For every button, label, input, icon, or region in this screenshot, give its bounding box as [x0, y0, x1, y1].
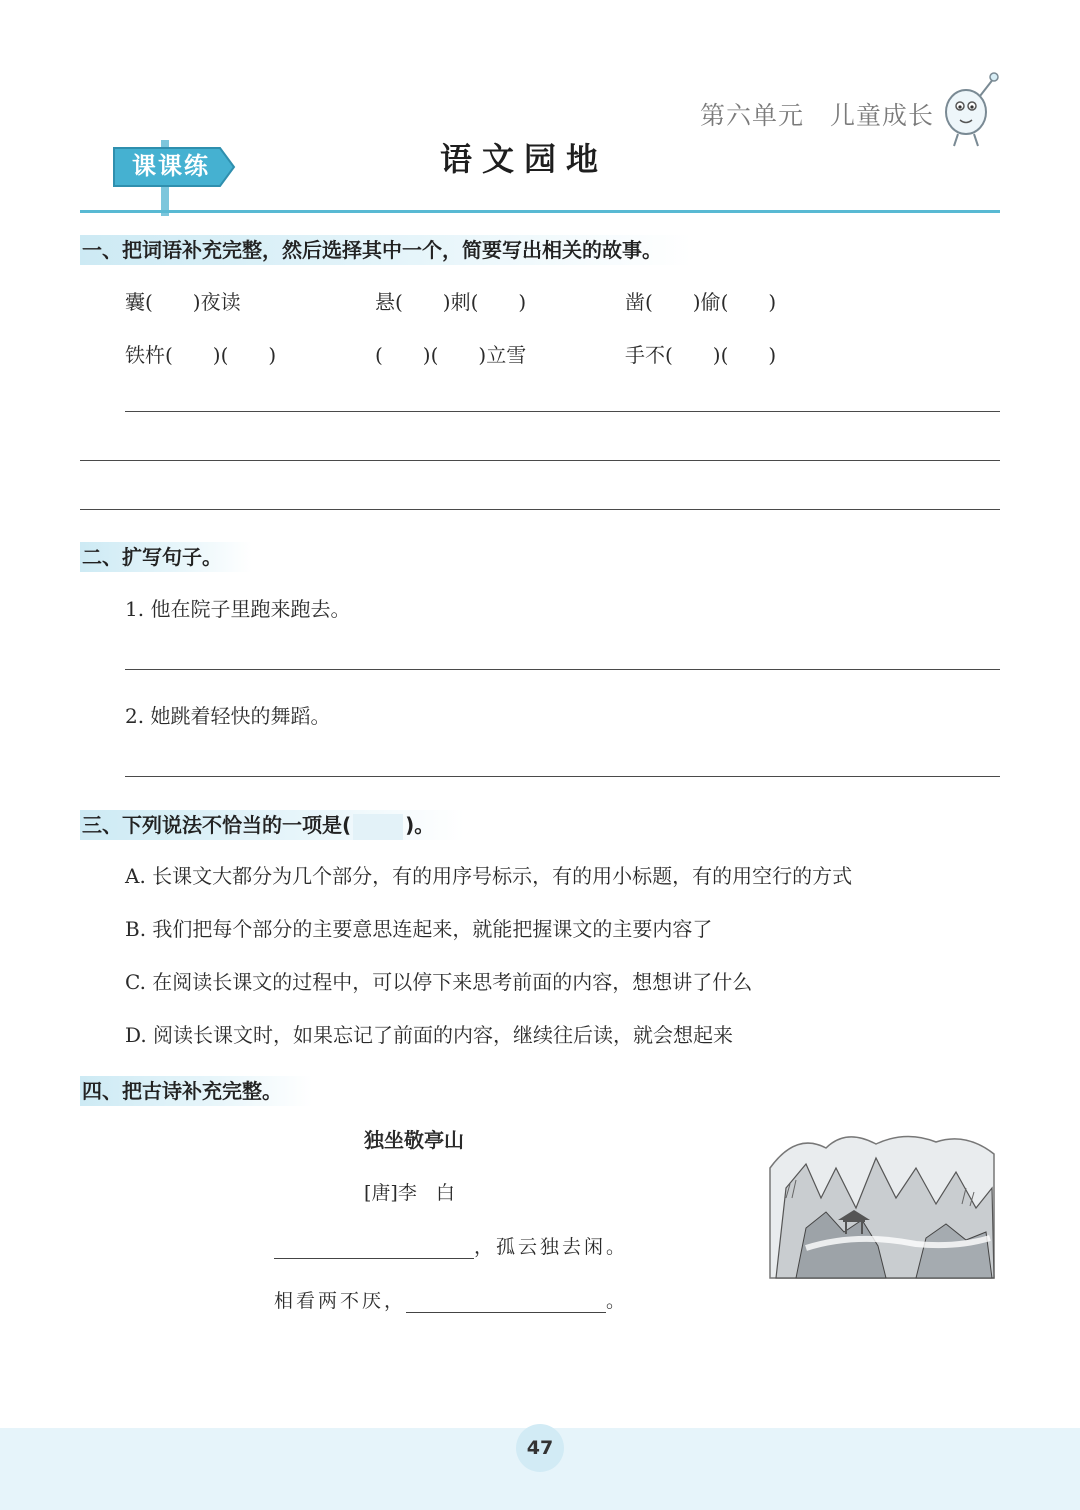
page-number: 47 — [526, 1437, 554, 1459]
option-d: D. 阅读长课文时，如果忘记了前面的内容，继续往后读，就会想起来 — [125, 1023, 734, 1047]
mascot-icon — [936, 70, 1000, 148]
expand-sentence-2: 2. 她跳着轻快的舞蹈。 — [125, 704, 331, 728]
section1-title: 一、把词语补充完整，然后选择其中一个，简要写出相关的故事。 — [80, 235, 692, 265]
option-a: A. 长课文大都分为几个部分，有的用序号标示，有的用小标题，有的用空行的方式 — [125, 864, 853, 888]
header-rule — [80, 210, 1000, 213]
idiom-blank-1[interactable]: 囊( )夜读 — [125, 290, 241, 314]
expand-answer-line-1[interactable] — [125, 669, 1000, 670]
unit-title: 儿童成长 — [830, 101, 935, 130]
page-title: 语文园地 — [440, 140, 609, 178]
section3-title-after: )。 — [405, 813, 435, 837]
section3-title-before: 三、下列说法不恰当的一项是( — [82, 813, 352, 837]
section4-title: 四、把古诗补充完整。 — [80, 1076, 312, 1106]
poem-line-2 — [274, 1286, 628, 1313]
choice-answer-blank[interactable] — [353, 814, 403, 840]
poem-blank-2[interactable] — [406, 1292, 606, 1313]
idiom-blank-4[interactable]: 铁杵( )( ) — [125, 343, 277, 367]
idiom-blank-2[interactable]: 悬( )刺( ) — [375, 290, 527, 314]
option-c: C. 在阅读长课文的过程中，可以停下来思考前面的内容，想想讲了什么 — [125, 970, 753, 994]
section3-title — [80, 810, 464, 840]
unit-label: 第六单元 — [700, 101, 805, 130]
lesson-practice-badge-label: 课课练 — [132, 152, 210, 180]
poem-author: [唐]李 白 — [364, 1182, 455, 1204]
unit-header — [700, 96, 934, 132]
idiom-blank-6[interactable]: 手不( )( ) — [625, 343, 777, 367]
expand-sentence-1: 1. 他在院子里跑来跑去。 — [125, 597, 351, 621]
poem-line-1 — [274, 1232, 628, 1259]
section2-title: 二、扩写句子。 — [80, 542, 252, 572]
expand-answer-line-2[interactable] — [125, 776, 1000, 777]
idiom-blank-3[interactable]: 凿( )偷( ) — [625, 290, 777, 314]
poem-line-2-text: 相看两不厌， — [274, 1290, 407, 1312]
story-answer-line-1[interactable] — [125, 411, 1000, 412]
option-b: B. 我们把每个部分的主要意思连起来，就能把握课文的主要内容了 — [125, 917, 713, 941]
story-answer-line-3[interactable] — [80, 509, 1000, 510]
idiom-blank-5[interactable]: ( )( )立雪 — [375, 343, 527, 367]
poem-blank-1[interactable] — [274, 1238, 474, 1259]
poem-line-1-text: ，孤云独去闲。 — [474, 1236, 629, 1258]
poem-title: 独坐敬亭山 — [364, 1128, 464, 1152]
poem-line-2-end: 。 — [606, 1290, 629, 1312]
story-answer-line-2[interactable] — [80, 460, 1000, 461]
mountain-pavilion-illustration — [766, 1128, 998, 1292]
